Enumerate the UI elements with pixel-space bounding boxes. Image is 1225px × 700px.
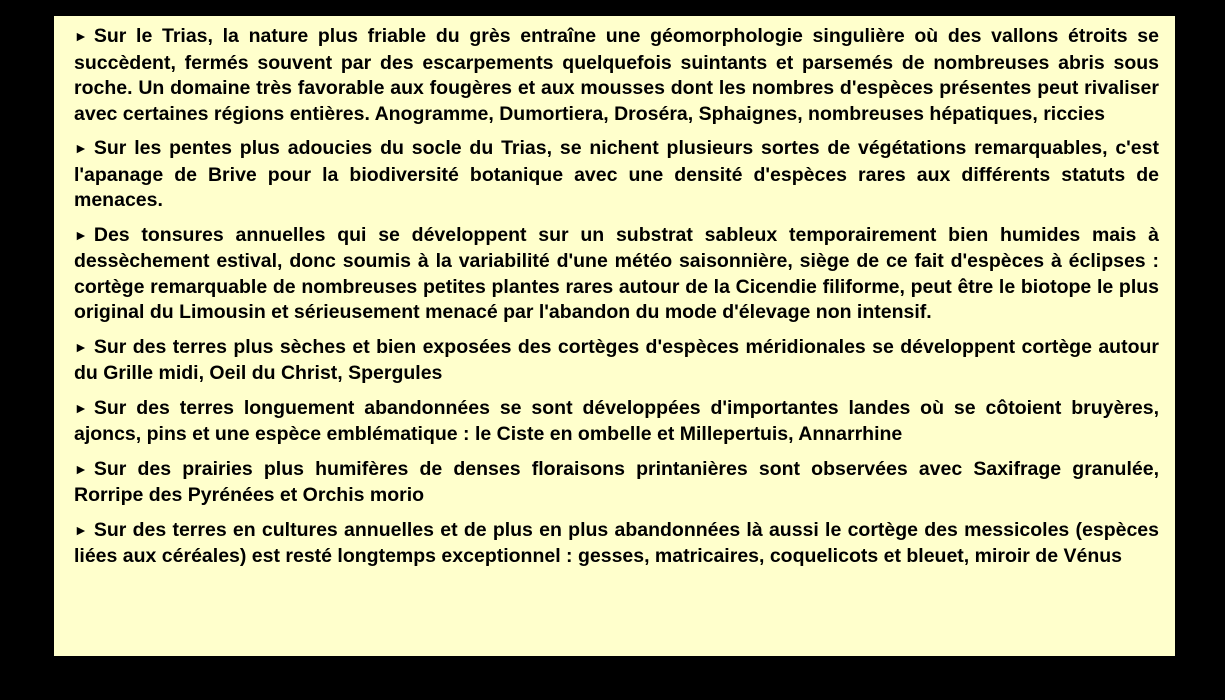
paragraph-3	[74, 223, 1159, 326]
paragraph-text: Sur des terres plus sèches et bien exposées des cortèges d'espèces méridionales se développent cortège autour du Grille midi, Oeil du Christ, Spergules	[74, 335, 1159, 384]
paragraph-1	[74, 24, 1159, 127]
right-triangle-bullet-icon: ►	[74, 399, 88, 416]
paragraph-text: Sur des terres en cultures annuelles et de plus en plus abandonnées là aussi le cortège des messicoles (espèces liées aux céréales) est resté longtemps exceptionnel : gesses, matricaires, coquelicots et bleuet, miroir de Vénus	[74, 518, 1159, 567]
right-triangle-bullet-icon: ►	[74, 226, 88, 243]
text-panel	[54, 16, 1175, 656]
paragraph-text: Sur des prairies plus humifères de denses floraisons printanières sont observées avec Saxifrage granulée, Rorripe des Pyrénées et Orchis morio	[74, 457, 1159, 506]
right-triangle-bullet-icon: ►	[74, 140, 88, 156]
right-triangle-bullet-icon: ►	[74, 28, 88, 44]
paragraph-text: Des tonsures annuelles qui se développent sur un substrat sableux temporairement bien humides mais à dessèchement estival, donc soumis à la variabilité d'une météo saisonnière, siège de ce fait d'espèces à éclipses : cortège remarquable de nombreuses petites plantes rares autour de la Cicendie filiforme, peut être le biotope le plus original du Limousin et sérieusement menacé par l'abandon du mode d'élevage non intensif.	[74, 223, 1159, 323]
paragraph-7	[74, 518, 1159, 570]
right-triangle-bullet-icon: ►	[74, 460, 88, 477]
paragraph-text: Sur les pentes plus adoucies du socle du Trias, se nichent plusieurs sortes de végétations remarquables, c'est l'apanage de Brive pour la biodiversité botanique avec une densité d'espèces rares aux différents statuts de menaces.	[74, 137, 1159, 211]
paragraph-text: Sur le Trias, la nature plus friable du grès entraîne une géomorphologie singulière où des vallons étroits se succèdent, fermés souvent par des escarpements quelquefois suintants et parsemés de nombreuses abris sous roche. Un domaine très favorable aux fougères et aux mousses dont les nombres d'espèces présentes peut rivaliser avec certaines régions entières. Anogramme, Dumortiera, Droséra, Sphaignes, nombreuses hépatiques, riccies	[74, 25, 1159, 125]
paragraph-4	[74, 335, 1159, 387]
paragraph-5	[74, 396, 1159, 448]
paragraph-text: Sur des terres longuement abandonnées se sont développées d'importantes landes où se côtoient bruyères, ajoncs, pins et une espèce emblématique : le Ciste en ombelle et Millepertuis, Annarrhine	[74, 396, 1159, 445]
paragraph-2	[74, 136, 1159, 214]
right-triangle-bullet-icon: ►	[74, 521, 88, 538]
paragraph-6	[74, 457, 1159, 509]
right-triangle-bullet-icon: ►	[74, 338, 88, 355]
